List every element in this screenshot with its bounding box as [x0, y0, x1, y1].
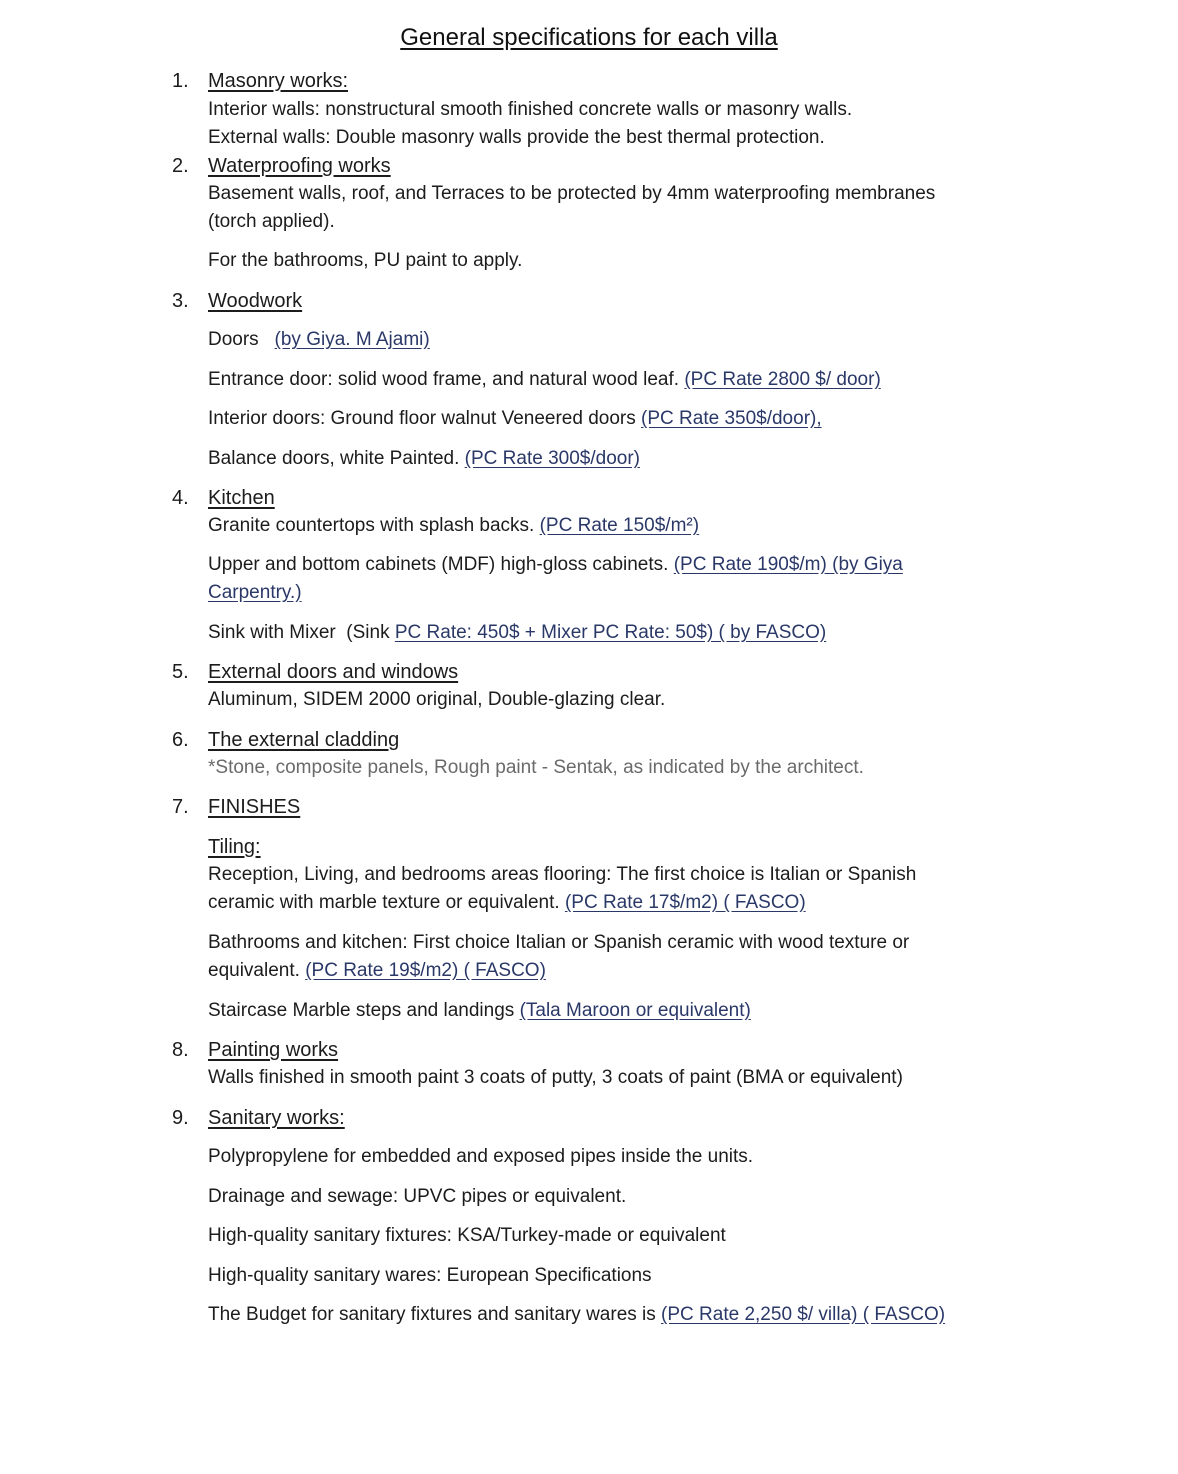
- spec-line: ceramic with marble texture or equivalent. (PC Rate 17$/m2) ( FASCO): [208, 892, 806, 913]
- spec-line: Balance doors, white Painted. (PC Rate 300$/door): [208, 448, 640, 469]
- spec-line: Doors (by Giya. M Ajami): [208, 329, 430, 350]
- section-heading-masonry: Masonry works:: [208, 70, 349, 92]
- pc-rate-reference: (Tala Maroon or equivalent): [519, 1000, 751, 1021]
- spec-line: *Stone, composite panels, Rough paint - Sentak, as indicated by the architect.: [208, 757, 864, 778]
- spec-line: equivalent. (PC Rate 19$/m2) ( FASCO): [208, 960, 546, 981]
- section-number: 7.: [172, 796, 189, 818]
- pc-rate-reference: (PC Rate 350$/door),: [641, 408, 822, 429]
- page-title: General specifications for each villa: [400, 24, 778, 51]
- section-number: 4.: [172, 487, 189, 509]
- pc-rate-reference: (PC Rate 190$/m) (by Giya: [673, 554, 903, 575]
- section-number: 6.: [172, 729, 189, 751]
- section-number: 1.: [172, 70, 189, 92]
- spec-line: (torch applied).: [208, 211, 335, 232]
- section-heading-waterproofing: Waterproofing works: [208, 155, 391, 177]
- spec-line: Drainage and sewage: UPVC pipes or equivalent.: [208, 1186, 627, 1207]
- spec-line: Interior doors: Ground floor walnut Veneered doors (PC Rate 350$/door),: [208, 408, 822, 429]
- section-heading-woodwork: Woodwork: [208, 290, 303, 312]
- subheading-tiling: Tiling:: [208, 836, 261, 858]
- spec-line: Bathrooms and kitchen: First choice Italian or Spanish ceramic with wood texture or: [208, 932, 910, 953]
- spec-line: Reception, Living, and bedrooms areas flooring: The first choice is Italian or Spanish: [208, 864, 917, 885]
- spec-line: Sink with Mixer (Sink PC Rate: 450$ + Mixer PC Rate: 50$) ( by FASCO): [208, 622, 827, 643]
- spec-line: High-quality sanitary wares: European Specifications: [208, 1265, 652, 1286]
- spec-line: Upper and bottom cabinets (MDF) high-gloss cabinets. (PC Rate 190$/m) (by Giya: [208, 554, 903, 575]
- spec-line: For the bathrooms, PU paint to apply.: [208, 250, 523, 271]
- spec-line: External walls: Double masonry walls provide the best thermal protection.: [208, 127, 825, 148]
- section-number: 8.: [172, 1039, 189, 1061]
- section-heading-painting: Painting works: [208, 1039, 339, 1061]
- pc-rate-reference: (PC Rate 150$/m²): [539, 515, 700, 536]
- spec-line: [208, 579, 302, 607]
- spec-line: Entrance door: solid wood frame, and natural wood leaf. (PC Rate 2800 $/ door): [208, 369, 881, 390]
- spec-line: Polypropylene for embedded and exposed pipes inside the units.: [208, 1146, 754, 1167]
- spec-line: Interior walls: nonstructural smooth finished concrete walls or masonry walls.: [208, 99, 853, 120]
- pc-rate-reference: (PC Rate 2,250 $/ villa) ( FASCO): [661, 1304, 946, 1325]
- spec-line: The Budget for sanitary fixtures and sanitary wares is (PC Rate 2,250 $/ villa) ( FASCO): [208, 1304, 946, 1325]
- section-number: 9.: [172, 1107, 189, 1129]
- section-heading-external-cladding: The external cladding: [208, 729, 400, 751]
- pc-rate-reference: (PC Rate 2800 $/ door): [684, 369, 881, 390]
- spec-line: Granite countertops with splash backs. (PC Rate 150$/m²): [208, 515, 700, 536]
- spec-line: High-quality sanitary fixtures: KSA/Turkey-made or equivalent: [208, 1225, 726, 1246]
- spec-line: Staircase Marble steps and landings (Tala Maroon or equivalent): [208, 1000, 751, 1021]
- spec-line: Basement walls, roof, and Terraces to be protected by 4mm waterproofing membranes: [208, 183, 936, 204]
- section-number: 5.: [172, 661, 189, 683]
- pc-rate-reference: (PC Rate 300$/door): [464, 448, 640, 469]
- section-heading-kitchen: Kitchen: [208, 487, 275, 509]
- section-heading-external-doors: External doors and windows: [208, 661, 459, 683]
- section-number: 2.: [172, 155, 189, 177]
- pc-rate-reference: Carpentry.): [208, 582, 302, 603]
- pc-rate-reference: PC Rate: 450$ + Mixer PC Rate: 50$) ( by FASCO): [394, 622, 827, 643]
- spec-line: Aluminum, SIDEM 2000 original, Double-glazing clear.: [208, 689, 666, 710]
- pc-rate-reference: (by Giya. M Ajami): [274, 329, 430, 350]
- section-number: 3.: [172, 290, 189, 312]
- pc-rate-reference: (PC Rate 17$/m2) ( FASCO): [564, 892, 806, 913]
- pc-rate-reference: (PC Rate 19$/m2) ( FASCO): [305, 960, 546, 981]
- section-heading-sanitary: Sanitary works:: [208, 1107, 345, 1129]
- section-heading-finishes: FINISHES: [208, 796, 301, 818]
- spec-line: Walls finished in smooth paint 3 coats of putty, 3 coats of paint (BMA or equivalent): [208, 1067, 903, 1088]
